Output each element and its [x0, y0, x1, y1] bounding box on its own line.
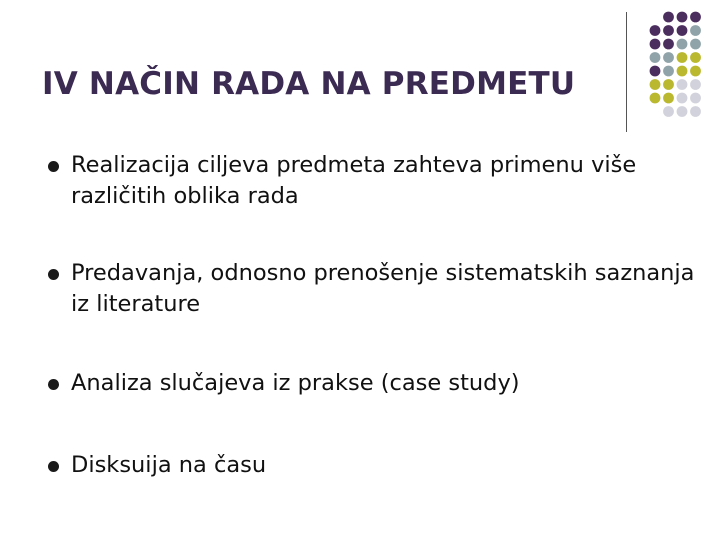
decorative-dot [650, 25, 661, 36]
decorative-dot [663, 39, 674, 50]
decorative-dot [650, 52, 661, 63]
decorative-dot [690, 93, 701, 104]
bullet-text: Analiza slučajeva iz prakse (case study) [71, 370, 520, 396]
decorative-dot [663, 79, 674, 90]
decorative-dot [677, 79, 688, 90]
decorative-dot [690, 25, 701, 36]
decorative-dot [650, 66, 661, 77]
decorative-dot [690, 39, 701, 50]
bullet-dot-icon [48, 461, 59, 472]
decorative-dot [650, 39, 661, 50]
bullet-dot-icon [48, 161, 59, 172]
decorative-dot [663, 106, 674, 117]
decorative-dot [690, 12, 701, 23]
bullet-text: Predavanja, odnosno prenošenje sistematskih saznanja iz literature [71, 260, 695, 317]
decorative-dot [690, 79, 701, 90]
decorative-dot [690, 66, 701, 77]
decorative-dot [650, 79, 661, 90]
decorative-dot [677, 52, 688, 63]
decorative-dot [663, 66, 674, 77]
decorative-dot [690, 106, 701, 117]
vertical-divider-line [626, 12, 627, 132]
slide-title: IV NAČIN RADA NA PREDMETU [42, 66, 576, 102]
decorative-dot [663, 52, 674, 63]
decorative-dot [677, 106, 688, 117]
bullet-text: Disksuija na času [71, 452, 267, 478]
decorative-dot [690, 52, 701, 63]
bullet-text: Realizacija ciljeva predmeta zahteva primenu više različitih oblika rada [71, 152, 637, 209]
decorative-dot [677, 93, 688, 104]
decorative-dot [650, 93, 661, 104]
decorative-dot [677, 39, 688, 50]
dot-grid-decoration [636, 10, 720, 120]
bullet-dot-icon [48, 379, 59, 390]
decorative-dot [663, 93, 674, 104]
decorative-dot [663, 25, 674, 36]
bullet-dot-icon [48, 269, 59, 280]
decorative-dot [677, 12, 688, 23]
decorative-dot [677, 66, 688, 77]
decorative-dot [663, 12, 674, 23]
decorative-dot [677, 25, 688, 36]
